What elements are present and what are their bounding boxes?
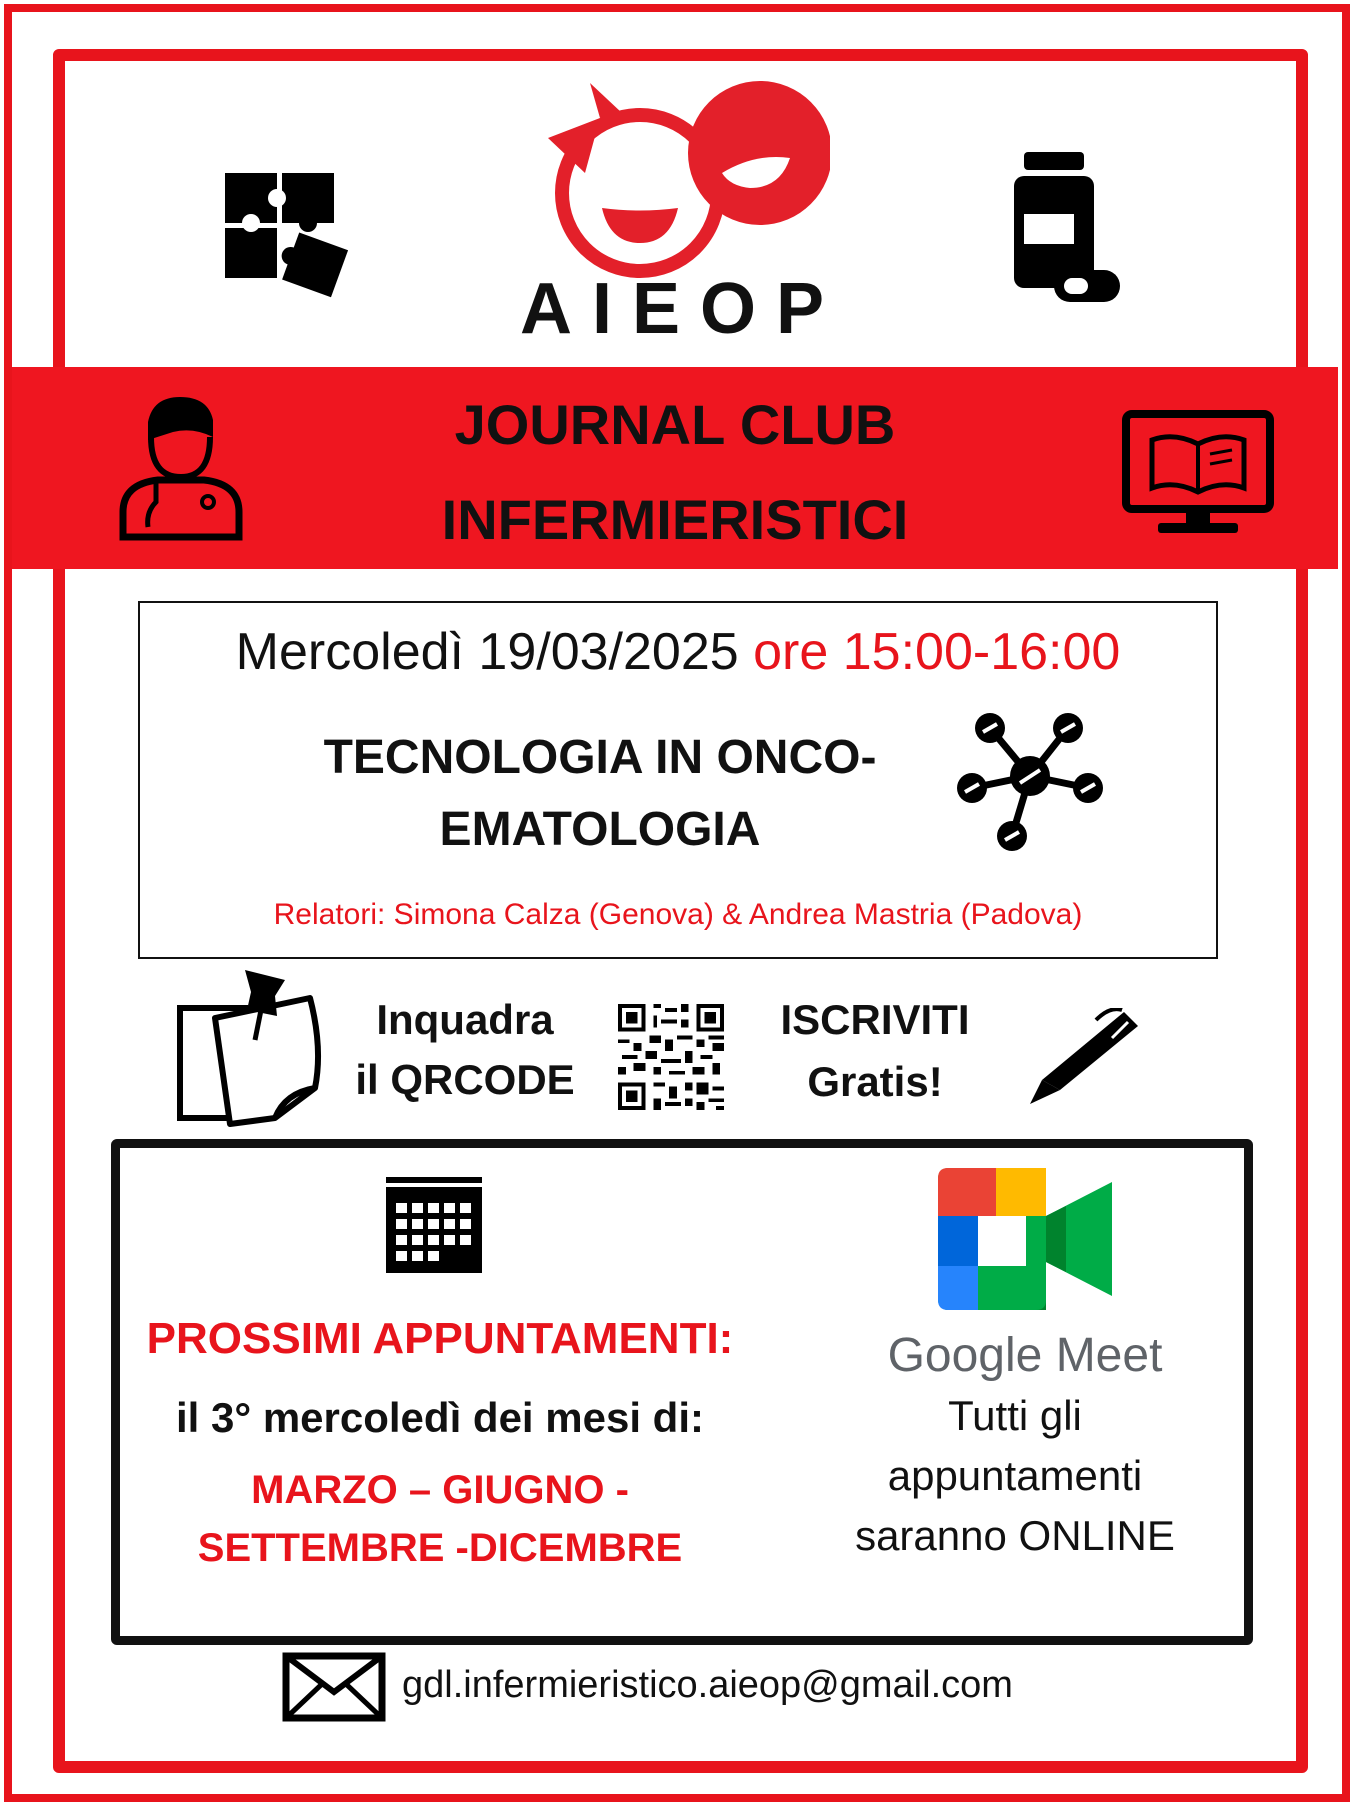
- registration-qr-code[interactable]: [614, 1000, 728, 1114]
- title-line-1: JOURNAL CLUB: [454, 393, 896, 456]
- online-line-1: Tutti gli: [948, 1392, 1082, 1439]
- event-date: Mercoledì 19/03/2025: [235, 623, 739, 681]
- title-line-2: INFERMIERISTICI: [441, 488, 909, 551]
- signup-text-line-2: Gratis!: [807, 1058, 943, 1105]
- event-topic-line-2: EMATOLOGIA: [439, 803, 761, 856]
- qr-text-line-2: il QRCODE: [355, 1056, 575, 1103]
- schedule-subtitle: il 3° mercoledì dei mesi di:: [176, 1394, 704, 1441]
- brand-name: AIEOP: [520, 269, 845, 349]
- google-meet-wordmark: Google Meet: [887, 1329, 1163, 1382]
- pen-icon: [1024, 1008, 1142, 1108]
- envelope-icon: [282, 1652, 386, 1722]
- event-time: ore 15:00-16:00: [753, 623, 1121, 681]
- schedule-heading: PROSSIMI APPUNTAMENTI:: [146, 1314, 734, 1363]
- puzzle-icon: [220, 168, 360, 304]
- online-line-3: saranno ONLINE: [855, 1512, 1175, 1559]
- molecule-network-icon: [950, 708, 1110, 854]
- online-line-2: appuntamenti: [887, 1452, 1143, 1499]
- contact-email-link[interactable]: gdl.infermieristico.aieop@gmail.com: [402, 1664, 1013, 1706]
- schedule-months-line-1: MARZO – GIUGNO -: [251, 1468, 629, 1512]
- event-topic-line-1: TECNOLOGIA IN ONCO-: [323, 731, 877, 784]
- computer-book-icon: [1122, 410, 1274, 538]
- google-meet-icon: [936, 1166, 1116, 1312]
- event-speakers: Relatori: Simona Calza (Genova) & Andrea Mastria (Padova): [273, 898, 1083, 931]
- qr-text-line-1: Inquadra: [376, 996, 554, 1043]
- notes-pin-icon: [175, 968, 325, 1130]
- medicine-bottle-icon: [1010, 150, 1122, 306]
- signup-text-line-1: ISCRIVITI: [780, 996, 970, 1043]
- schedule-months-line-2: SETTEMBRE -DICEMBRE: [197, 1526, 683, 1570]
- event-datetime: [138, 622, 1218, 682]
- aieop-logo-icon: [540, 78, 830, 278]
- calendar-icon: [384, 1175, 484, 1275]
